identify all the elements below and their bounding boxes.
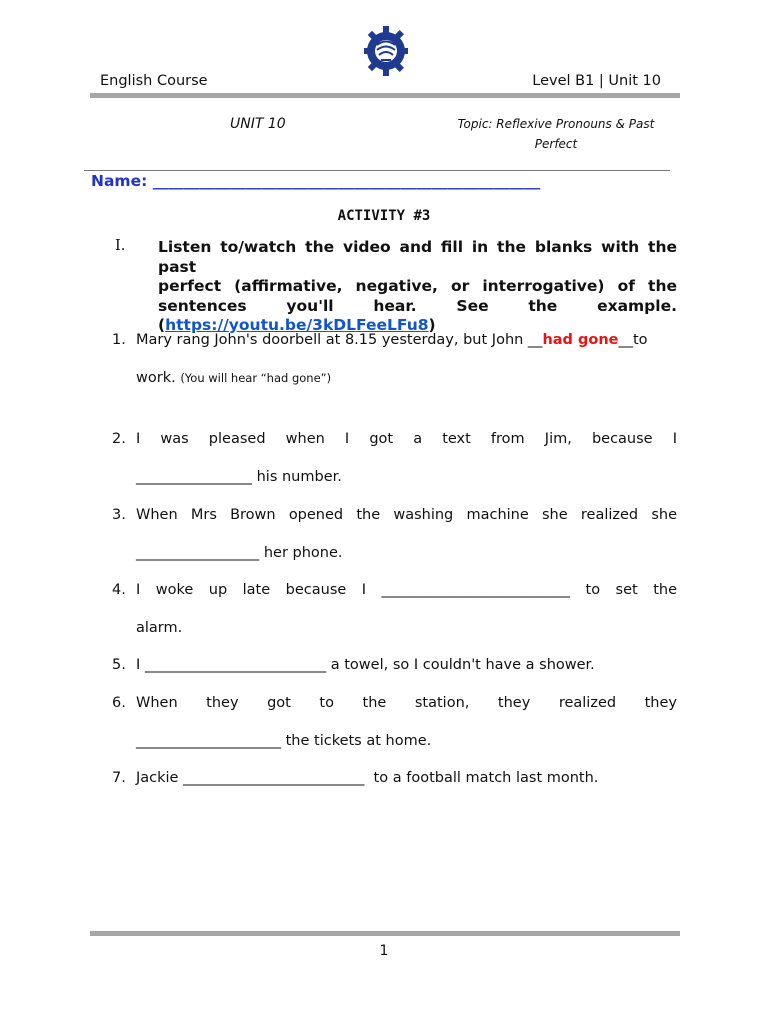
page-number: 1 <box>379 943 389 959</box>
exercise-item <box>112 503 677 578</box>
instruction-line: perfect (affirmative, negative, or interrogative) of the <box>158 277 677 295</box>
exercise-number: 1. <box>112 332 126 348</box>
exercise-line: alarm. <box>136 619 183 636</box>
level-unit: Level B1 | Unit 10 <box>532 73 661 89</box>
name-blank[interactable]: __________________________________________________ <box>152 172 541 190</box>
exercise-line: When Mrs Brown opened the washing machine she realized she <box>136 507 677 523</box>
name-divider <box>84 170 670 171</box>
paren-close: ) <box>428 316 436 334</box>
instruction-line: sentences you'll hear. See the example. <box>158 296 677 315</box>
exercise-item <box>112 328 677 403</box>
example-hint: (You will hear “had gone”) <box>180 370 332 385</box>
exercise-line: When they got to the station, they realized they <box>136 695 677 711</box>
exercise-item <box>112 427 677 502</box>
exercise-number: 5. <box>112 657 126 673</box>
exercise-line <box>136 366 677 404</box>
exercise-item <box>112 691 677 766</box>
name-field[interactable] <box>91 172 540 190</box>
exercise-line: I was pleased when I got a text from Jim, because I <box>136 431 677 447</box>
institution-emblem-icon <box>362 20 410 82</box>
topic-line-2: Perfect <box>534 137 578 151</box>
exercise-line[interactable]: ________________ his number. <box>136 468 342 485</box>
exercise-line[interactable]: _________________ her phone. <box>136 544 343 561</box>
header-divider <box>90 93 680 98</box>
exercise-number: 7. <box>112 770 126 786</box>
exercise-number: 2. <box>112 431 126 447</box>
paren-open: ( <box>158 316 166 334</box>
instruction-numeral: I. <box>115 238 126 254</box>
exercise-number: 4. <box>112 582 126 598</box>
exercise-item <box>112 578 677 653</box>
topic <box>456 114 656 154</box>
exercise-line[interactable]: I _________________________ a towel, so I couldn't have a shower. <box>136 657 595 673</box>
exercise-number: 3. <box>112 507 126 523</box>
activity-title: ACTIVITY #3 <box>337 208 431 224</box>
exercise-item <box>112 653 677 691</box>
exercise-line[interactable]: ____________________ the tickets at home. <box>136 732 432 749</box>
exercise-line[interactable]: Jackie _________________________ to a football match last month. <box>136 770 599 786</box>
unit-title: UNIT 10 <box>230 116 286 132</box>
exercise-text: __to <box>618 332 648 348</box>
topic-line-1: Topic: Reflexive Pronouns & Past <box>457 117 655 131</box>
footer-divider <box>90 931 680 936</box>
exercise-text: work. <box>136 369 181 386</box>
instruction-line: Listen to/watch the video and fill in the blanks with the past <box>158 238 677 276</box>
instructions <box>158 238 677 336</box>
exercise-text: Mary rang John's doorbell at 8.15 yesterday, but John __ <box>136 332 543 348</box>
exercise-number: 6. <box>112 695 126 711</box>
video-link[interactable]: https://youtu.be/3kDLFeeLFu8 <box>165 316 429 334</box>
exercise-line <box>136 328 677 366</box>
exercise-line[interactable]: I woke up late because I __________________________ to set the <box>136 582 677 598</box>
name-label: Name: <box>91 172 148 190</box>
course-name: English Course <box>100 73 208 89</box>
example-answer: had gone <box>542 332 619 348</box>
exercise-item <box>112 766 677 804</box>
